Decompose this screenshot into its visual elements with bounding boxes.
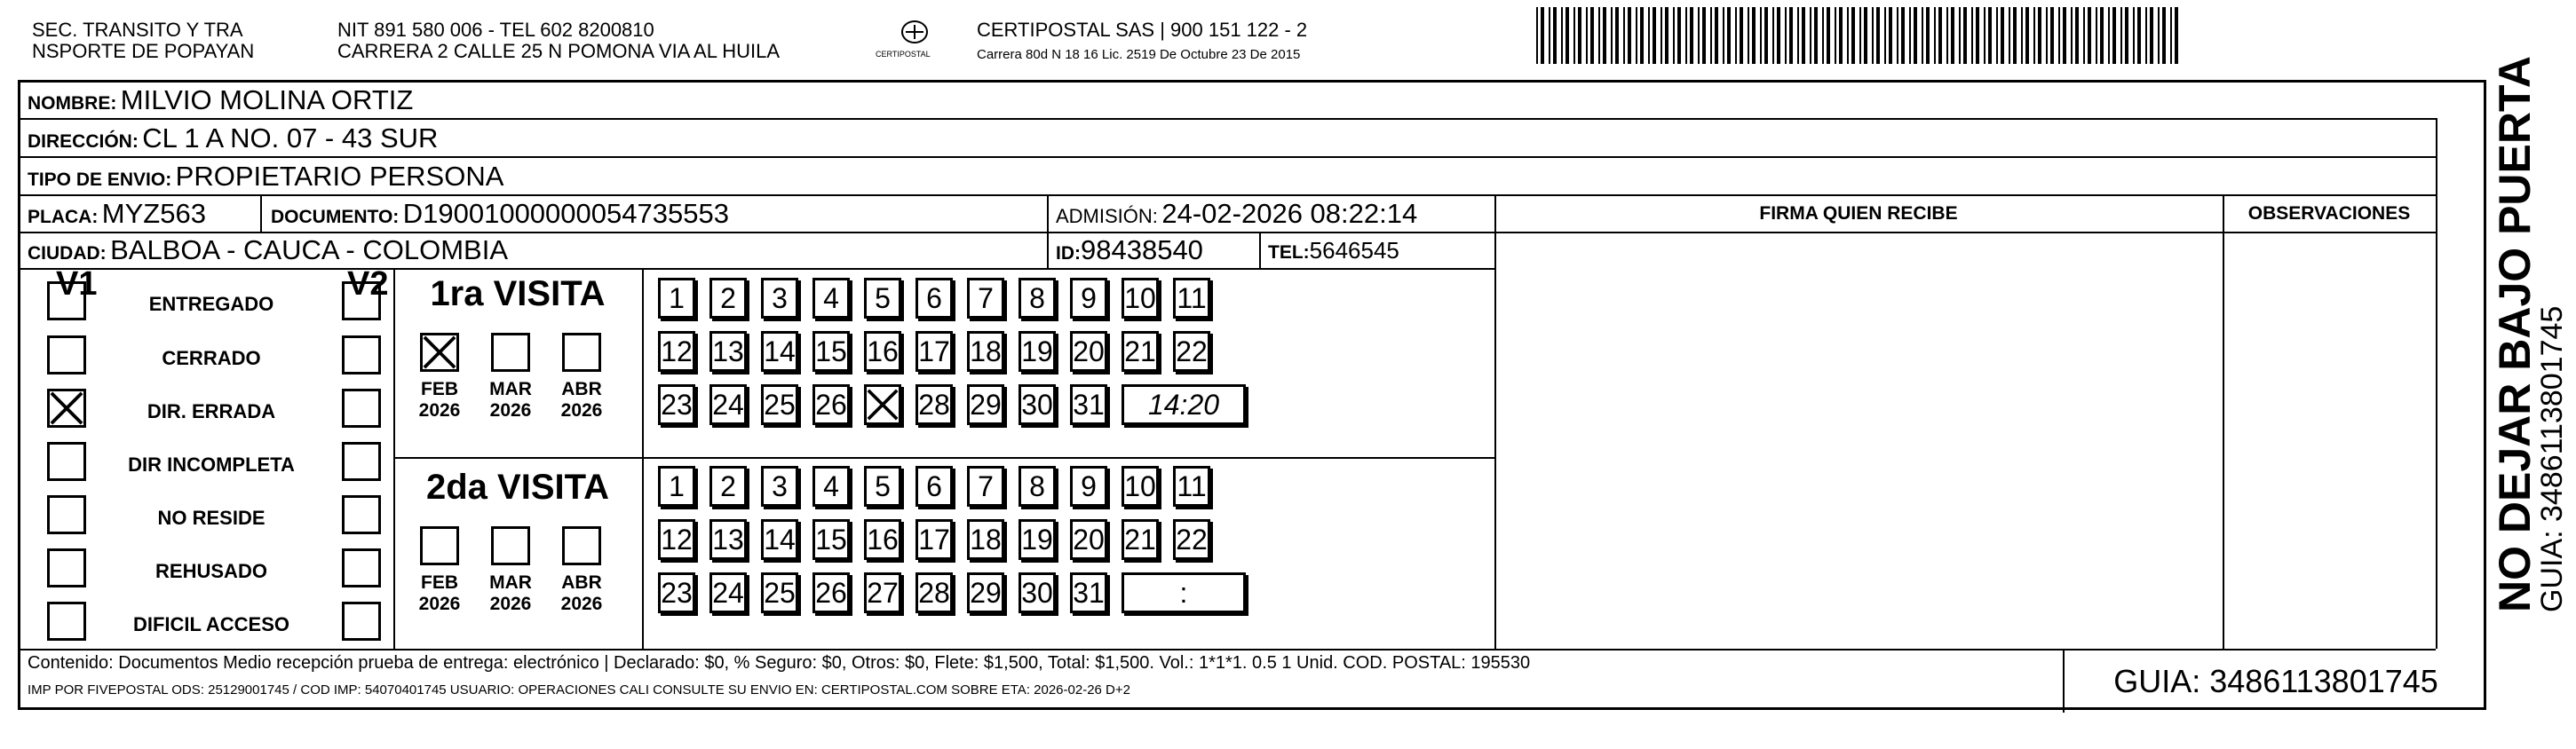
day-box[interactable]: 7 bbox=[967, 278, 1004, 319]
day-box[interactable]: 20 bbox=[1070, 331, 1107, 372]
contenido-line: Contenido: Documentos Medio recepción prueba de entrega: electrónico | Declarado: $0, % Seguro: $0, Otros: $0, Flete: $1,500, Total: $1,500. Vol.: 1*1*1. 0.5 1 Unid. COD. POSTAL: 195530 bbox=[28, 653, 1531, 673]
time-box[interactable]: 14:20 bbox=[1122, 384, 1246, 425]
day-box[interactable]: 14 bbox=[761, 331, 798, 372]
day-box[interactable]: 30 bbox=[1019, 384, 1056, 425]
day-box[interactable]: 3 bbox=[761, 278, 798, 319]
day-box[interactable]: 24 bbox=[709, 384, 747, 425]
v2-checkbox[interactable] bbox=[342, 548, 381, 587]
day-box[interactable]: 1 bbox=[658, 466, 695, 507]
day-box[interactable]: 4 bbox=[812, 466, 850, 507]
day-box[interactable]: 26 bbox=[812, 572, 850, 613]
day-box[interactable]: 12 bbox=[658, 331, 695, 372]
day-box[interactable]: 21 bbox=[1122, 519, 1159, 560]
day-box[interactable]: 2 bbox=[709, 466, 747, 507]
visita1-month-checkbox[interactable] bbox=[562, 333, 601, 372]
day-box[interactable]: 1 bbox=[658, 278, 695, 319]
visita1-month-checkbox[interactable] bbox=[420, 333, 459, 372]
nombre-row: NOMBRE: MILVIO MOLINA ORTIZ bbox=[28, 84, 414, 115]
admision-value: 24-02-2026 08:22:14 bbox=[1161, 198, 1418, 229]
company-line: CERTIPOSTAL SAS | 900 151 122 - 2 bbox=[977, 19, 1308, 41]
imp-line: IMP POR FIVEPOSTAL ODS: 25129001745 / COD IMP: 54070401745 USUARIO: OPERACIONES CALI CONSULTE SU ENVIO EN: CERTIPOSTAL.COM SOBRE ETA: 2026-02-26 D+2 bbox=[28, 682, 1130, 698]
v1-checkbox[interactable] bbox=[47, 602, 86, 641]
observaciones-header: OBSERVACIONES bbox=[2247, 203, 2411, 224]
day-box[interactable]: 23 bbox=[658, 384, 695, 425]
admision-cell: ADMISIÓN: 24-02-2026 08:22:14 bbox=[1056, 198, 1418, 229]
tipo-envio-value: PROPIETARIO PERSONA bbox=[175, 161, 504, 192]
tel-value: 5646545 bbox=[1309, 237, 1399, 264]
firma-area[interactable] bbox=[1496, 233, 2221, 647]
day-box[interactable]: 17 bbox=[915, 519, 953, 560]
day-box[interactable]: 9 bbox=[1070, 278, 1107, 319]
status-label: CERRADO bbox=[162, 347, 261, 369]
day-box[interactable]: 25 bbox=[761, 384, 798, 425]
sender-line-1: SEC. TRANSITO Y TRA bbox=[32, 19, 243, 41]
sender-line-2: NSPORTE DE POPAYAN bbox=[32, 40, 255, 62]
day-box[interactable]: 12 bbox=[658, 519, 695, 560]
day-box[interactable]: 29 bbox=[967, 572, 1004, 613]
day-box[interactable]: 7 bbox=[967, 466, 1004, 507]
side-guia: GUIA: 3486113801745 bbox=[2535, 305, 2569, 612]
day-box[interactable]: 16 bbox=[864, 519, 901, 560]
visita1-month-label: FEB 2026 bbox=[418, 379, 461, 421]
visita1-month-label: MAR 2026 bbox=[489, 379, 532, 421]
visita2-month-checkbox[interactable] bbox=[562, 526, 601, 565]
visita1-month-checkbox[interactable] bbox=[491, 333, 530, 372]
day-box[interactable]: 5 bbox=[864, 466, 901, 507]
footer-guia: GUIA: 3486113801745 bbox=[2113, 663, 2438, 699]
observaciones-area[interactable] bbox=[2224, 233, 2434, 647]
tel-cell: TEL:5646545 bbox=[1268, 237, 1399, 264]
placa-value: MYZ563 bbox=[101, 198, 206, 229]
status-label: DIR INCOMPLETA bbox=[128, 453, 295, 476]
day-box[interactable]: 24 bbox=[709, 572, 747, 613]
direccion-value: CL 1 A NO. 07 - 43 SUR bbox=[142, 122, 439, 154]
placa-cell: PLACA: MYZ563 bbox=[28, 198, 206, 229]
status-label: REHUSADO bbox=[155, 560, 267, 582]
day-box[interactable]: 31 bbox=[1070, 572, 1107, 613]
visita1-month-label: ABR 2026 bbox=[560, 379, 603, 421]
day-box[interactable]: 13 bbox=[709, 519, 747, 560]
v1-checkbox[interactable] bbox=[47, 389, 86, 428]
day-box[interactable]: 9 bbox=[1070, 466, 1107, 507]
day-box[interactable]: 14 bbox=[761, 519, 798, 560]
day-box[interactable]: 26 bbox=[812, 384, 850, 425]
day-box[interactable]: 31 bbox=[1070, 384, 1107, 425]
day-box[interactable]: 3 bbox=[761, 466, 798, 507]
visita2-month-checkbox[interactable] bbox=[420, 526, 459, 565]
day-box[interactable]: 22 bbox=[1173, 331, 1210, 372]
ciudad-cell: CIUDAD: BALBOA - CAUCA - COLOMBIA bbox=[28, 234, 509, 265]
nit-line: NIT 891 580 006 - TEL 602 8200810 bbox=[337, 19, 654, 41]
v2-checkbox[interactable] bbox=[342, 495, 381, 534]
status-label: DIFICIL ACCESO bbox=[132, 613, 289, 635]
day-box[interactable]: 2 bbox=[709, 278, 747, 319]
day-box[interactable]: 19 bbox=[1019, 331, 1056, 372]
day-box[interactable]: 6 bbox=[915, 466, 953, 507]
tipo-envio-row: TIPO DE ENVIO: PROPIETARIO PERSONA bbox=[28, 161, 504, 192]
visita2-month-label: FEB 2026 bbox=[418, 572, 461, 614]
visita1-title: 1ra VISITA bbox=[430, 274, 606, 313]
v1-checkbox[interactable] bbox=[47, 495, 86, 534]
certipostal-logo: CERTIPOSTAL bbox=[888, 14, 941, 64]
visita2-title: 2da VISITA bbox=[426, 468, 609, 507]
v2-checkbox[interactable] bbox=[342, 281, 381, 320]
day-box[interactable]: 21 bbox=[1122, 331, 1159, 372]
day-box[interactable]: 25 bbox=[761, 572, 798, 613]
v1-checkbox[interactable] bbox=[47, 442, 86, 481]
documento-cell: DOCUMENTO: D19001000000054735553 bbox=[271, 198, 729, 229]
no-dejar-bajo-puerta: NO DEJAR BAJO PUERTA bbox=[2490, 56, 2540, 612]
day-box[interactable]: 19 bbox=[1019, 519, 1056, 560]
day-box[interactable]: 11 bbox=[1173, 466, 1210, 507]
day-box[interactable]: 20 bbox=[1070, 519, 1107, 560]
day-box[interactable]: 10 bbox=[1122, 278, 1159, 319]
status-label: NO RESIDE bbox=[157, 507, 266, 529]
status-label: ENTREGADO bbox=[148, 293, 274, 315]
nombre-value: MILVIO MOLINA ORTIZ bbox=[120, 84, 414, 115]
day-box[interactable]: 5 bbox=[864, 278, 901, 319]
documento-value: D19001000000054735553 bbox=[402, 198, 729, 229]
day-box[interactable]: 6 bbox=[915, 278, 953, 319]
day-box[interactable]: 23 bbox=[658, 572, 695, 613]
day-box[interactable]: 8 bbox=[1019, 278, 1056, 319]
address-line: CARRERA 2 CALLE 25 N POMONA VIA AL HUILA bbox=[337, 40, 781, 62]
barcode bbox=[1536, 7, 2184, 64]
day-box[interactable]: 13 bbox=[709, 331, 747, 372]
day-box[interactable]: 28 bbox=[915, 572, 953, 613]
day-box[interactable]: 16 bbox=[864, 331, 901, 372]
day-box[interactable]: 8 bbox=[1019, 466, 1056, 507]
id-value: 98438540 bbox=[1081, 234, 1203, 265]
ciudad-value: BALBOA - CAUCA - COLOMBIA bbox=[110, 234, 509, 265]
v2-header: V2 bbox=[347, 265, 389, 303]
time-box[interactable]: : bbox=[1122, 572, 1246, 613]
day-box[interactable]: 17 bbox=[915, 331, 953, 372]
visita2-month-label: MAR 2026 bbox=[489, 572, 532, 614]
v1-header: V1 bbox=[56, 265, 98, 303]
day-box[interactable]: 27 bbox=[864, 572, 901, 613]
v2-checkbox[interactable] bbox=[342, 442, 381, 481]
v2-checkbox[interactable] bbox=[342, 602, 381, 641]
visita2-month-checkbox[interactable] bbox=[491, 526, 530, 565]
v1-checkbox[interactable] bbox=[47, 281, 86, 320]
v2-checkbox[interactable] bbox=[342, 389, 381, 428]
day-box[interactable]: 29 bbox=[967, 384, 1004, 425]
day-box[interactable]: 11 bbox=[1173, 278, 1210, 319]
visita2-month-label: ABR 2026 bbox=[560, 572, 603, 614]
guide-form bbox=[18, 80, 2486, 710]
day-box[interactable]: 10 bbox=[1122, 466, 1159, 507]
v1-checkbox[interactable] bbox=[47, 335, 86, 374]
v1-checkbox[interactable] bbox=[47, 548, 86, 587]
day-box[interactable]: 15 bbox=[812, 331, 850, 372]
day-box[interactable]: 15 bbox=[812, 519, 850, 560]
direccion-row: DIRECCIÓN: CL 1 A NO. 07 - 43 SUR bbox=[28, 122, 439, 154]
day-box[interactable]: 4 bbox=[812, 278, 850, 319]
day-box[interactable]: 22 bbox=[1173, 519, 1210, 560]
id-cell: ID:98438540 bbox=[1056, 234, 1203, 265]
day-box[interactable] bbox=[864, 384, 901, 425]
company-address: Carrera 80d N 18 16 Lic. 2519 De Octubre 23 De 2015 bbox=[977, 47, 1301, 62]
day-box[interactable]: 18 bbox=[967, 519, 1004, 560]
day-box[interactable]: 28 bbox=[915, 384, 953, 425]
v2-checkbox[interactable] bbox=[342, 335, 381, 374]
day-box[interactable]: 30 bbox=[1019, 572, 1056, 613]
day-box[interactable]: 18 bbox=[967, 331, 1004, 372]
status-label: DIR. ERRADA bbox=[147, 400, 276, 422]
firma-header: FIRMA QUIEN RECIBE bbox=[1759, 203, 1958, 224]
